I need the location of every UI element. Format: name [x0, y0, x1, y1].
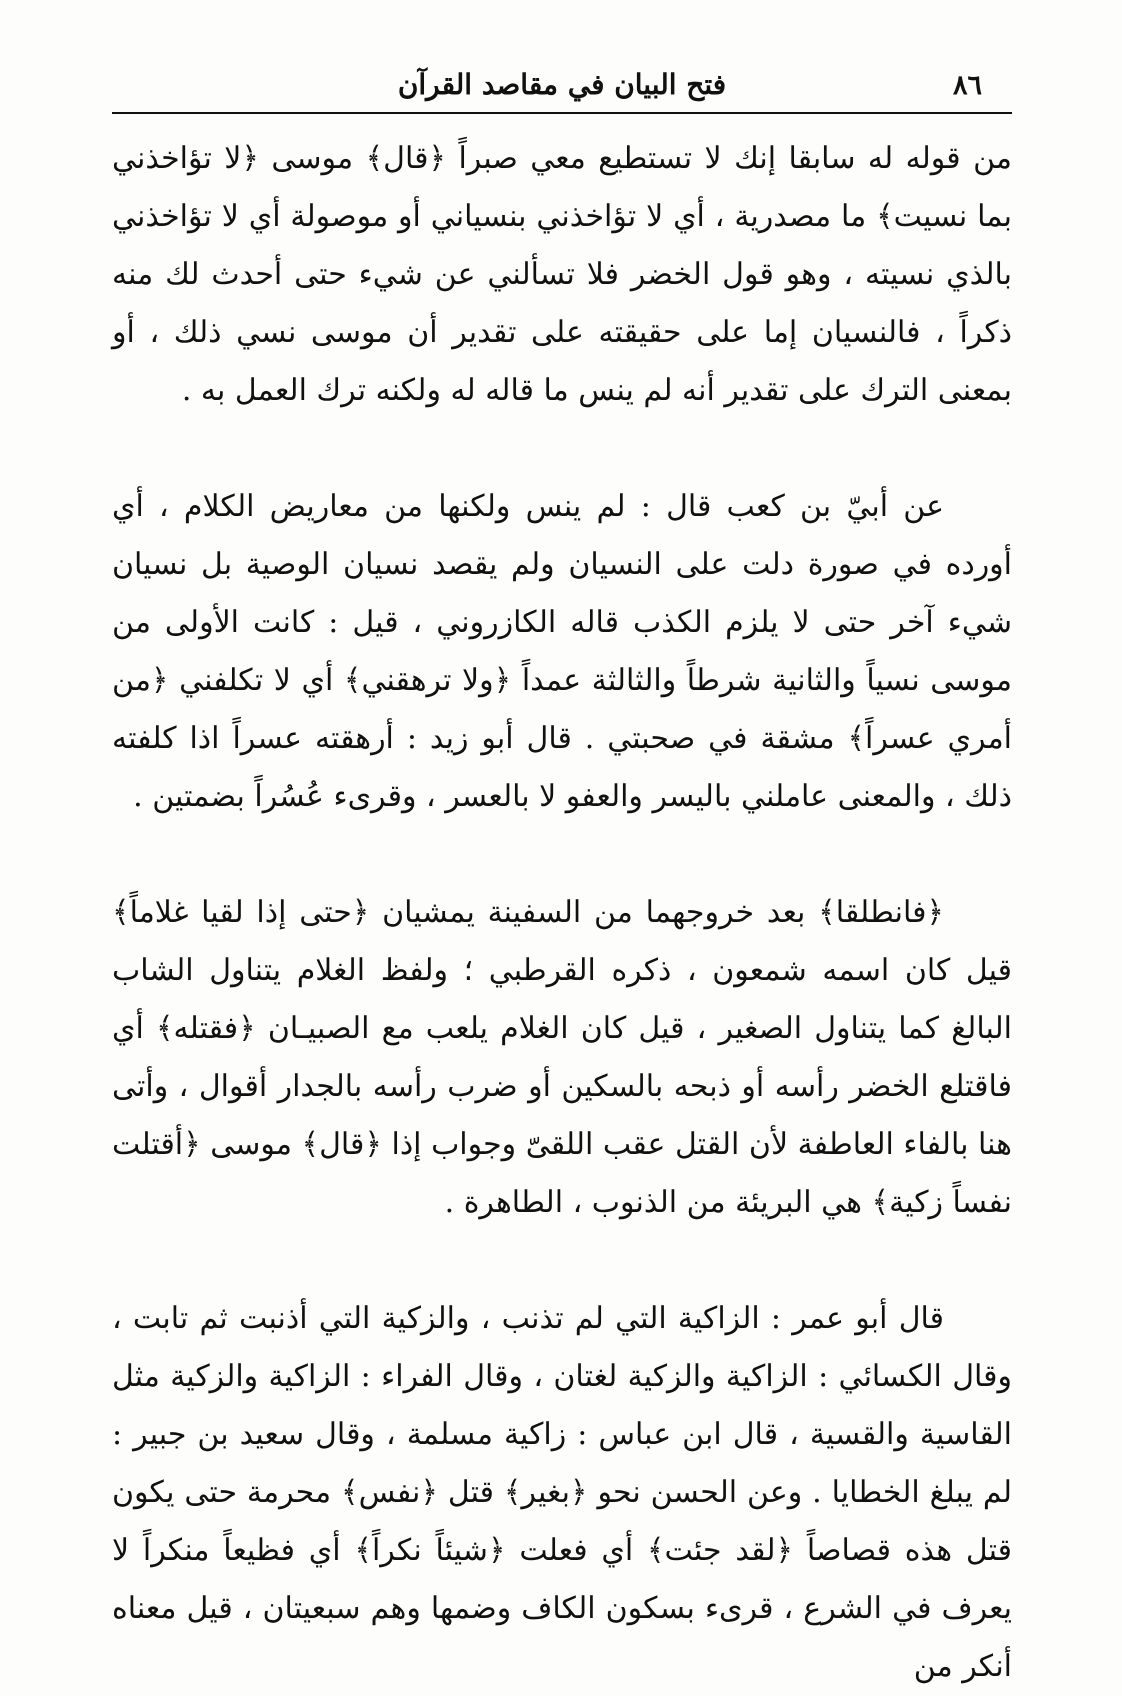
header-rule — [112, 112, 1012, 114]
paragraph-gap — [112, 420, 1012, 478]
page-number: ٨٦ — [952, 70, 982, 101]
paragraph: عن أبيّ بن كعب قال : لم ينس ولكنها من معاريض الكلام ، أي أورده في صورة دلت على النسيان ولم يقصد نسيان الوصية بل نسيان شيء آخر حتى لا يلزم الكذب قاله الكازروني ، قيل : كانت الأولى من موسى نسياً والثانية شرطاً والثالثة عمداً ﴿ولا ترهقني﴾ أي لا تكلفني ﴿من أمري عسراً﴾ مشقة في صحبتي . قال أبو زيد : أرهقته عسراً اذا كلفته ذلك ، والمعنى عاملني باليسر والعفو لا بالعسر ، وقرىء عُسُراً بضمتين . — [112, 489, 1012, 814]
page-header — [112, 62, 1012, 114]
paragraph-gap — [112, 1232, 1012, 1290]
paragraph-gap — [112, 826, 1012, 884]
running-title: فتح البيان في مقاصد القرآن — [397, 68, 727, 101]
paragraph: ﴿فانطلقا﴾ بعد خروجهما من السفينة يمشيان ﴿حتى إذا لقيا غلاماً﴾ قيل كان اسمه شمعون ، ذكره القرطبي ؛ ولفظ الغلام يتناول الشاب البالغ كما يتناول الصغير ، قيل كان الغلام يلعب مع الصبيـان ﴿فقتله﴾ أي فاقتلع الخضر رأسه أو ذبحه بالسكين أو ضرب رأسه بالجدار أقوال ، وأتى هنا بالفاء العاطفة لأن القتل عقب اللقىّ وجواب إذا ﴿قال﴾ موسى ﴿أقتلت نفساً زكية﴾ هي البريئة من الذنوب ، الطاهرة . — [112, 895, 1012, 1220]
body-text — [112, 130, 1012, 1696]
paragraph: من قوله له سابقا إنك لا تستطيع معي صبراً ﴿قال﴾ موسى ﴿لا تؤاخذني بما نسيت﴾ ما مصدرية ، أي لا تؤاخذني بنسياني أو موصولة أي لا تؤاخذني بالذي نسيته ، وهو قول الخضر فلا تسألني عن شيء حتى أحدث لك منه ذكراً ، فالنسيان إما على حقيقته على تقدير أن موسى نسي ذلك ، أو بمعنى الترك على تقدير أنه لم ينس ما قاله له ولكنه ترك العمل به . — [112, 141, 1012, 408]
paragraph: قال أبو عمر : الزاكية التي لم تذنب ، والزكية التي أذنبت ثم تابت ، وقال الكسائي : الزاكية والزكية لغتان ، وقال الفراء : الزاكية والزكية مثل القاسية والقسية ، قال ابن عباس : زاكية مسلمة ، وقال سعيد بن جبير : لم يبلغ الخطايا . وعن الحسن نحو ﴿بغير﴾ قتل ﴿نفس﴾ محرمة حتى يكون قتل هذه قصاصاً ﴿لقد جئت﴾ أي فعلت ﴿شيئاً نكراً﴾ أي فظيعاً منكراً لا يعرف في الشرع ، قرىء بسكون الكاف وضمها وهم سبعيتان ، قيل معناه أنكر من — [112, 1301, 1012, 1684]
